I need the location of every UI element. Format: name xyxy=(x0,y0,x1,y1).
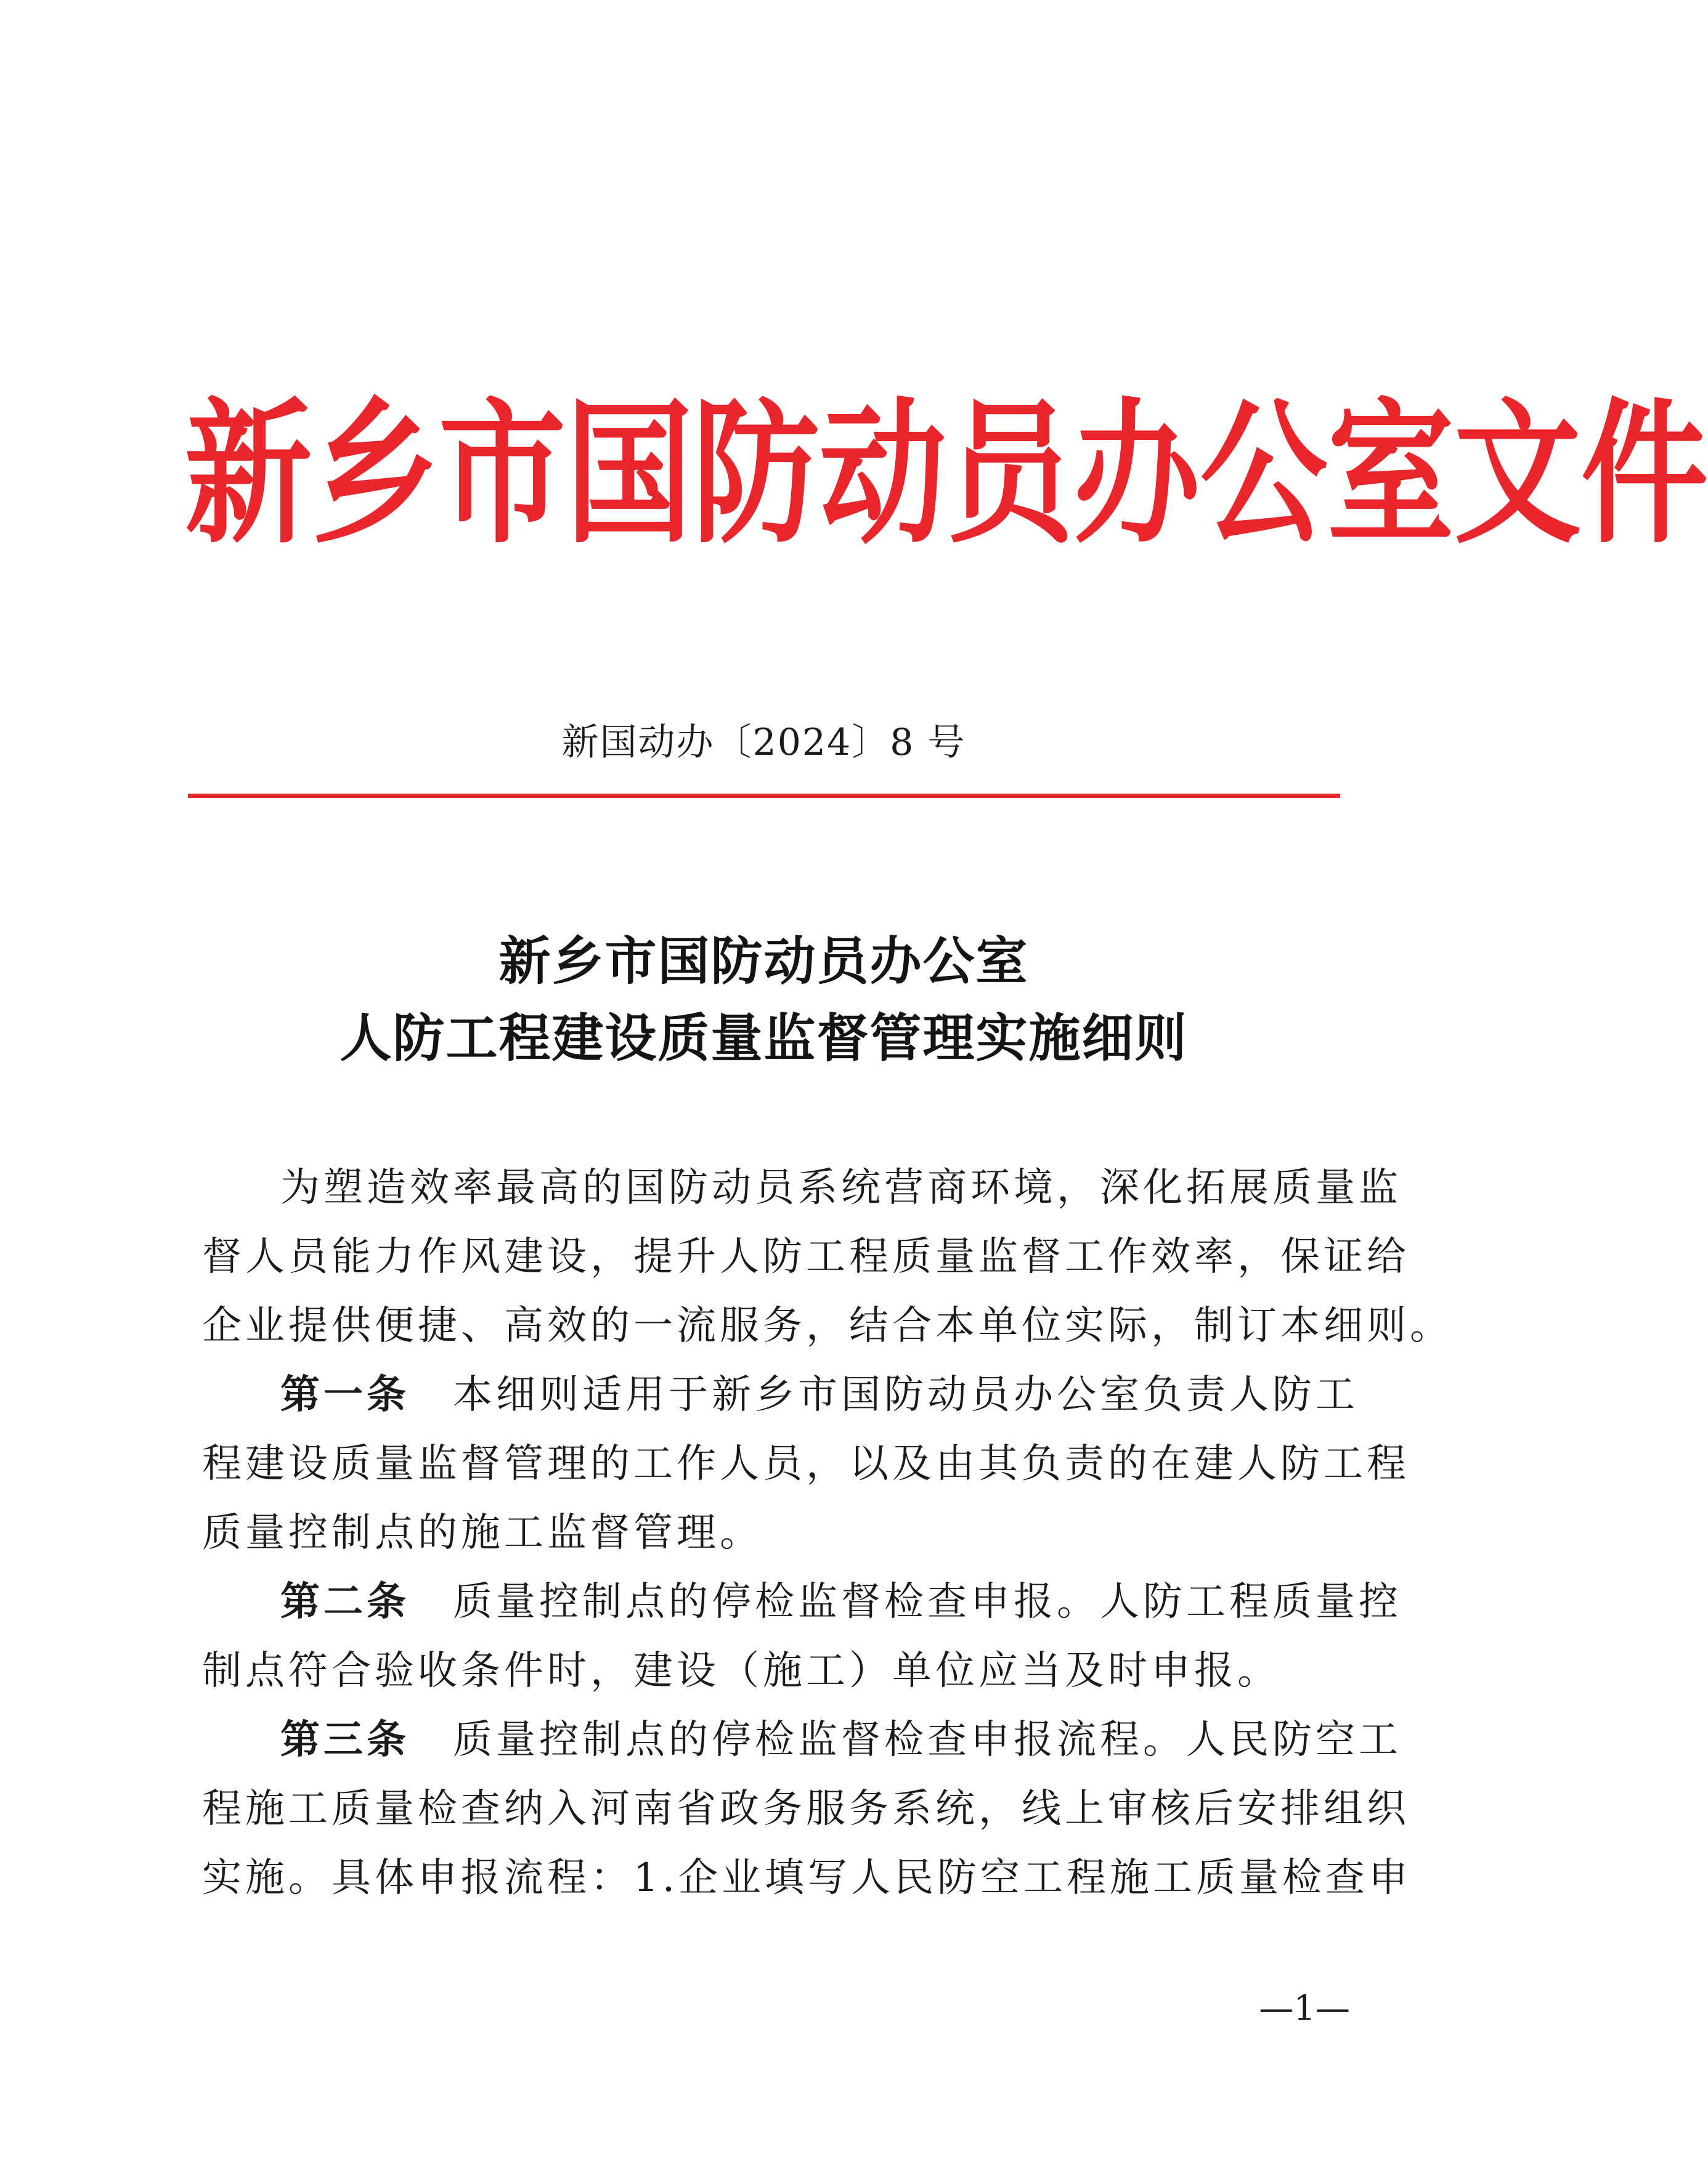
article-1-text-2: 程建设质量监督管理的工作人员，以及由其负责的在建人防工程 xyxy=(202,1441,1410,1487)
document-number: 新国动办〔2024〕8 号 xyxy=(561,721,966,764)
document-title-line-2: 人防工程建设质量监督管理实施细则 xyxy=(340,1007,1188,1068)
issuing-office-header: 新乡市国防动员办公室文件 xyxy=(185,384,1708,565)
article-1-first-line xyxy=(280,1360,1420,1429)
preamble-line-2: 督人员能力作风建设，提升人防工程质量监督工作效率，保证给 xyxy=(202,1234,1410,1280)
article-1-label: 第一条 xyxy=(280,1372,410,1418)
article-2-text-2: 制点符合验收条件时，建设（施工）单位应当及时申报。 xyxy=(202,1648,1280,1694)
red-divider-line xyxy=(188,794,1340,798)
article-1-text-1: 本细则适用于新乡市国防动员办公室负责人防工 xyxy=(453,1372,1359,1418)
preamble-line-3: 企业提供便捷、高效的一流服务，结合本单位实际，制订本细则。 xyxy=(202,1303,1453,1349)
article-3-text-1: 质量控制点的停检监督检查申报流程。人民防空工 xyxy=(453,1717,1402,1763)
article-3-label: 第三条 xyxy=(280,1717,410,1763)
article-1-text-3: 质量控制点的施工监督管理。 xyxy=(202,1510,763,1556)
article-2-first-line xyxy=(280,1567,1420,1637)
article-3-first-line xyxy=(280,1706,1420,1775)
article-3-text-3: 实施。具体申报流程：1.企业填写人民防空工程施工质量检查申 xyxy=(202,1855,1412,1901)
document-title-line-1: 新乡市国防动员办公室 xyxy=(498,930,1029,991)
preamble-line-1: 为塑造效率最高的国防动员系统营商环境，深化拓展质量监 xyxy=(280,1165,1402,1211)
page-number: —1— xyxy=(1259,1988,1350,2028)
article-2-text-1: 质量控制点的停检监督检查申报。人防工程质量控 xyxy=(453,1579,1402,1625)
article-2-label: 第二条 xyxy=(280,1579,410,1625)
article-3-text-2: 程施工质量检查纳入河南省政务服务系统，线上审核后安排组织 xyxy=(202,1786,1410,1832)
